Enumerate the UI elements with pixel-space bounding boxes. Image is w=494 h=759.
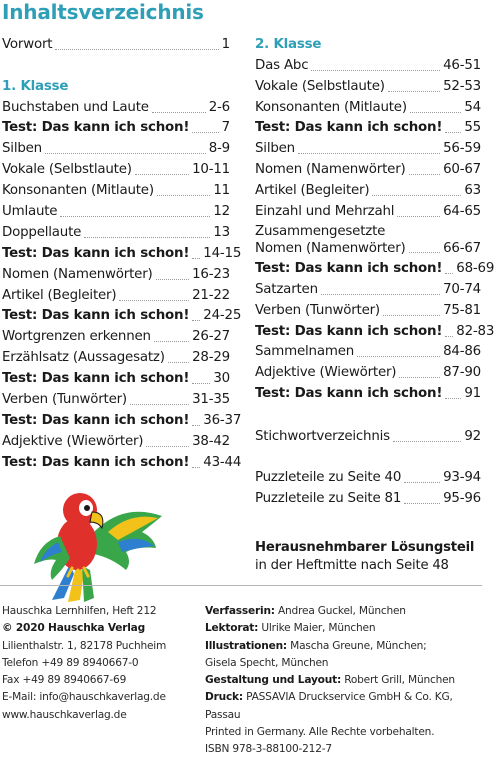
imprint-publisher (2, 603, 166, 724)
toc-leader-dots (192, 383, 210, 384)
toc-entry-page: 26-27 (192, 329, 230, 345)
toc-leader-dots (404, 503, 440, 504)
toc-leader-dots (404, 482, 440, 483)
toc-entry-page: 54 (464, 99, 481, 115)
toc-entry-page: 38-42 (192, 433, 230, 449)
credit-value: Andrea Guckel, München (278, 605, 406, 617)
parrot-beak (90, 512, 103, 528)
toc-entry-label: Nomen (Namenwörter) (2, 266, 153, 282)
toc-entry-label: Wortgrenzen erkennen (2, 329, 151, 345)
toc-entry-page: 14-15 (203, 245, 242, 261)
toc-leader-dots (135, 174, 189, 175)
credit-printed-in: Printed in Germany. Alle Rechte vorbehalten. (205, 726, 435, 739)
imprint-fax: Fax +49 89 8940667-69 (2, 674, 127, 687)
toc-entry-page: 84-86 (443, 344, 481, 360)
toc-entry-test-das-kann-ich-schon[interactable] (2, 305, 242, 326)
toc-entry-page: 46-51 (443, 57, 481, 73)
toc-entry-label: Test: Das kann ich schon! (2, 371, 190, 387)
toc-entry-label: Artikel (Begleiter) (255, 183, 370, 199)
toc-leader-dots (45, 153, 206, 154)
toc-entry-page: 82-83 (456, 323, 494, 339)
toc-entry-verben-tunwoerter[interactable] (2, 388, 230, 409)
imprint-address: Lilienthalstr. 1, 82178 Puchheim (2, 639, 167, 652)
toc-leader-dots (192, 320, 200, 321)
parrot-eye (84, 505, 90, 511)
toc-entry-page: 43-44 (203, 454, 242, 470)
toc-leader-dots (146, 446, 189, 447)
toc-list-klasse-2-b (255, 257, 494, 403)
toc-leader-dots (445, 132, 461, 133)
toc-entry-row2 (255, 240, 481, 257)
toc-entry-test-das-kann-ich-schon[interactable] (2, 409, 242, 430)
toc-entry-page: 87-90 (443, 365, 481, 381)
toc-entry-page: 28-29 (192, 350, 230, 366)
toc-entry-page: 55 (464, 120, 481, 136)
toc-entry-artikel-begleiter[interactable] (2, 284, 230, 305)
toc-entry-test-das-kann-ich-schon[interactable] (2, 242, 242, 263)
toc-entry-buchstaben-und-laute[interactable] (2, 96, 230, 117)
toc-entry-label: Nomen (Namenwörter) (255, 162, 406, 178)
imprint-website[interactable]: www.hauschkaverlag.de (2, 708, 127, 721)
credit-design (205, 672, 481, 689)
credit-label: Druck: (205, 691, 243, 704)
toc-leader-dots (409, 174, 441, 175)
toc-entry-label: Test: Das kann ich schon! (2, 412, 190, 428)
toc-list-puzzle (255, 466, 481, 508)
toc-leader-dots (397, 216, 440, 217)
toc-entry-page: 21-22 (192, 287, 230, 303)
toc-entry-label: Test: Das kann ich schon! (2, 245, 190, 261)
toc-entry-page: 91 (464, 386, 481, 402)
toc-entry-label: Vorwort (2, 36, 53, 52)
imprint-copyright: © 2020 Hauschka Verlag (2, 622, 146, 635)
toc-entry-label: Adjektive (Wiewörter) (255, 365, 397, 381)
toc-entry-konsonanten-mitlaute[interactable] (2, 179, 230, 200)
toc-entry-label: Stichwortverzeichnis (255, 429, 390, 445)
toc-entry-label: Vokale (Selbstlaute) (2, 162, 132, 178)
credit-value: Mascha Greune, München; (290, 639, 427, 652)
toc-entry-umlaute[interactable] (2, 200, 230, 221)
toc-entry-stichwortverzeichnis[interactable] (255, 425, 481, 446)
toc-entry-puzzleteile-zu-seite-81[interactable] (255, 487, 481, 508)
imprint-credits (205, 603, 481, 759)
divider-rule (0, 585, 482, 586)
toc-leader-dots (399, 377, 440, 378)
toc-leader-dots (409, 252, 441, 253)
toc-entry-label: Test: Das kann ich schon! (255, 260, 443, 276)
toc-entry-page: 93-94 (443, 470, 481, 486)
toc-entry-label: Konsonanten (Mitlaute) (255, 99, 407, 115)
toc-list-klasse-2-a (255, 54, 481, 221)
toc-entry-adjektive-wiewoerter[interactable] (255, 361, 481, 382)
toc-leader-dots (311, 70, 440, 71)
toc-entry-label-line2: Nomen (Namenwörter) (255, 241, 406, 257)
toc-entry-label: Einzahl und Mehrzahl (255, 204, 395, 220)
toc-entry-page: 36-37 (203, 412, 242, 428)
credit-editor (205, 620, 481, 637)
toc-entry-label: Puzzleteile zu Seite 81 (255, 490, 402, 506)
toc-entry-page: 63 (464, 183, 481, 199)
page-title: Inhaltsverzeichnis (2, 0, 204, 24)
toc-entry-vokale-selbstlaute[interactable] (255, 75, 481, 96)
toc-entry-label: Buchstaben und Laute (2, 99, 149, 115)
toc-entry-nomen-namenwoerter[interactable] (255, 158, 481, 179)
toc-entry-label: Artikel (Begleiter) (2, 287, 117, 303)
toc-entry-silben[interactable] (2, 137, 230, 158)
credit-value: Robert Grill, München (344, 674, 455, 687)
toc-leader-dots (383, 315, 440, 316)
toc-entry-page: 12 (213, 204, 230, 220)
toc-leader-dots (388, 91, 440, 92)
toc-leader-dots (192, 258, 200, 259)
credit-label: Gestaltung und Layout: (205, 674, 342, 687)
toc-entry-label: Das Abc (255, 57, 309, 73)
credit-label: Lektorat: (205, 622, 259, 635)
toc-leader-dots (410, 112, 462, 113)
toc-leader-dots (84, 237, 210, 238)
toc-entry-silben[interactable] (255, 137, 481, 158)
toc-entry-label: Test: Das kann ich schon! (255, 323, 443, 339)
toc-entry-test-das-kann-ich-schon[interactable] (2, 451, 242, 472)
toc-leader-dots (192, 467, 200, 468)
toc-leader-dots (156, 279, 190, 280)
toc-spacer (255, 403, 481, 425)
toc-entry-page: 10-11 (192, 162, 230, 178)
toc-entry-label: Doppellaute (2, 224, 82, 240)
toc-entry-page: 30 (213, 371, 230, 387)
solution-note (255, 539, 474, 575)
toc-entry-page: 11 (213, 183, 230, 199)
toc-entry-page: 31-35 (192, 392, 230, 408)
toc-leader-dots (192, 425, 200, 426)
toc-entry-test-das-kann-ich-schon[interactable] (255, 320, 494, 341)
toc-leader-dots (60, 216, 210, 217)
toc-entry-label: Test: Das kann ich schon! (2, 308, 190, 324)
toc-entry-page: 2-6 (208, 99, 230, 115)
toc-entry-label: Konsonanten (Mitlaute) (2, 183, 154, 199)
toc-list-klasse-1 (2, 96, 242, 472)
section-heading-klasse-1: 1. Klasse (2, 78, 69, 94)
toc-spacer (2, 54, 230, 75)
toc-entry-vokale-selbstlaute[interactable] (2, 158, 230, 179)
toc-entry-sammelnamen[interactable] (255, 341, 481, 362)
toc-leader-dots (321, 294, 440, 295)
credit-isbn: ISBN 978-3-88100-212-7 (205, 743, 332, 756)
toc-entry-page: 7 (221, 120, 230, 136)
toc-entry-artikel-begleiter[interactable] (255, 179, 481, 200)
toc-leader-dots (192, 132, 218, 133)
toc-leader-dots (372, 195, 461, 196)
toc-entry-label: Umlaute (2, 204, 58, 220)
imprint-email[interactable]: E-Mail: info@hauschkaverlag.de (2, 691, 166, 704)
toc-leader-dots (445, 336, 453, 337)
imprint-series: Hauschka Lernhilfen, Heft 212 (2, 605, 157, 617)
toc-entry-label: Silben (2, 141, 42, 157)
toc-entry-page: 75-81 (443, 302, 481, 318)
toc-entry-satzarten[interactable] (255, 278, 481, 299)
toc-entry-label: Test: Das kann ich schon! (255, 386, 443, 402)
toc-entry-test-das-kann-ich-schon[interactable] (2, 117, 230, 138)
toc-leader-dots (445, 273, 453, 274)
toc-entry-page: 68-69 (456, 260, 494, 276)
toc-leader-dots (119, 300, 189, 301)
toc-entry-label-line1: Zusammengesetzte (255, 224, 386, 240)
toc-entry-page: 56-59 (443, 141, 481, 157)
toc-entry-page: 66-67 (443, 241, 481, 257)
toc-entry-label: Test: Das kann ich schon! (2, 454, 190, 470)
toc-entry-label: Puzzleteile zu Seite 40 (255, 470, 402, 486)
toc-entry-test-das-kann-ich-schon[interactable] (255, 257, 494, 278)
credit-print (205, 689, 481, 724)
credit-label: Illustrationen: (205, 639, 287, 652)
parrot-illustration (22, 482, 172, 602)
toc-leader-dots (157, 195, 211, 196)
toc-leader-dots (152, 112, 206, 113)
credit-illustrations (205, 638, 481, 655)
toc-entry-page: 70-74 (443, 281, 481, 297)
toc-leader-dots (393, 441, 461, 442)
toc-entry-puzzleteile-zu-seite-40[interactable] (255, 466, 481, 487)
toc-entry-doppellaute[interactable] (2, 221, 230, 242)
toc-leader-dots (154, 341, 189, 342)
toc-leader-dots (298, 153, 440, 154)
toc-entry-label: Erzählsatz (Aussagesatz) (2, 350, 165, 366)
toc-entry-label: Satzarten (255, 281, 318, 297)
toc-entry-zusammengesetzte-nomen[interactable] (255, 221, 481, 257)
toc-entry-page: 52-53 (443, 78, 481, 94)
toc-entry-erzaehlsatz-aussagesatz[interactable] (2, 346, 230, 367)
toc-entry-label: Test: Das kann ich schon! (255, 120, 443, 136)
credit-author (205, 603, 481, 620)
solution-note-text: in der Heftmitte nach Seite 48 (255, 558, 449, 573)
toc-entry-nomen-namenwoerter[interactable] (2, 263, 230, 284)
toc-left-column (2, 33, 242, 472)
toc-entry-adjektive-wiewoerter[interactable] (2, 430, 230, 451)
toc-entry-test-das-kann-ich-schon[interactable] (2, 367, 230, 388)
toc-entry-page: 13 (213, 224, 230, 240)
toc-leader-dots (130, 404, 189, 405)
toc-entry-label: Vokale (Selbstlaute) (255, 78, 385, 94)
toc-leader-dots (168, 362, 189, 363)
toc-leader-dots (445, 398, 461, 399)
toc-entry-page: 92 (464, 429, 481, 445)
credit-illustrations-2: Gisela Specht, München (205, 656, 329, 669)
toc-leader-dots (55, 49, 218, 50)
solution-note-title: Herausnehmbarer Lösungsteil (255, 540, 475, 555)
toc-leader-dots (357, 356, 440, 357)
toc-entry-page: 60-67 (443, 162, 481, 178)
toc-entry-label: Silben (255, 141, 295, 157)
toc-entry-label: Sammelnamen (255, 344, 355, 360)
toc-entry-test-das-kann-ich-schon[interactable] (255, 117, 481, 138)
toc-entry-label: Adjektive (Wiewörter) (2, 433, 144, 449)
section-heading-klasse-2: 2. Klasse (255, 36, 322, 52)
credit-label: Verfasserin: (205, 605, 275, 617)
toc-right-column (255, 33, 494, 508)
toc-spacer (255, 446, 481, 466)
toc-entry-test-das-kann-ich-schon[interactable] (255, 382, 481, 403)
toc-entry-label: Test: Das kann ich schon! (2, 120, 190, 136)
toc-entry-label: Verben (Tunwörter) (255, 302, 380, 318)
toc-entry-page: 8-9 (208, 141, 230, 157)
parrot-tail-feather (82, 566, 94, 602)
toc-entry-einzahl-und-mehrzahl[interactable] (255, 200, 481, 221)
credit-value: Ulrike Maier, München (261, 622, 376, 635)
toc-entry-page: 24-25 (203, 308, 242, 324)
toc-entry-page: 1 (221, 36, 230, 52)
imprint-phone: Telefon +49 89 8940667-0 (2, 656, 139, 669)
toc-entry-wortgrenzen-erkennen[interactable] (2, 325, 230, 346)
toc-entry-verben-tunwoerter[interactable] (255, 299, 481, 320)
toc-entry-page: 95-96 (443, 490, 481, 506)
toc-entry-page: 16-23 (192, 266, 230, 282)
toc-entry-vorwort[interactable] (2, 33, 230, 54)
toc-entry-das-abc[interactable] (255, 54, 481, 75)
toc-entry-konsonanten-mitlaute[interactable] (255, 96, 481, 117)
toc-entry-label: Verben (Tunwörter) (2, 392, 127, 408)
toc-entry-page: 64-65 (443, 204, 481, 220)
credit-value: PASSAVIA Druckservice GmbH & Co. KG, Passau (205, 691, 453, 721)
